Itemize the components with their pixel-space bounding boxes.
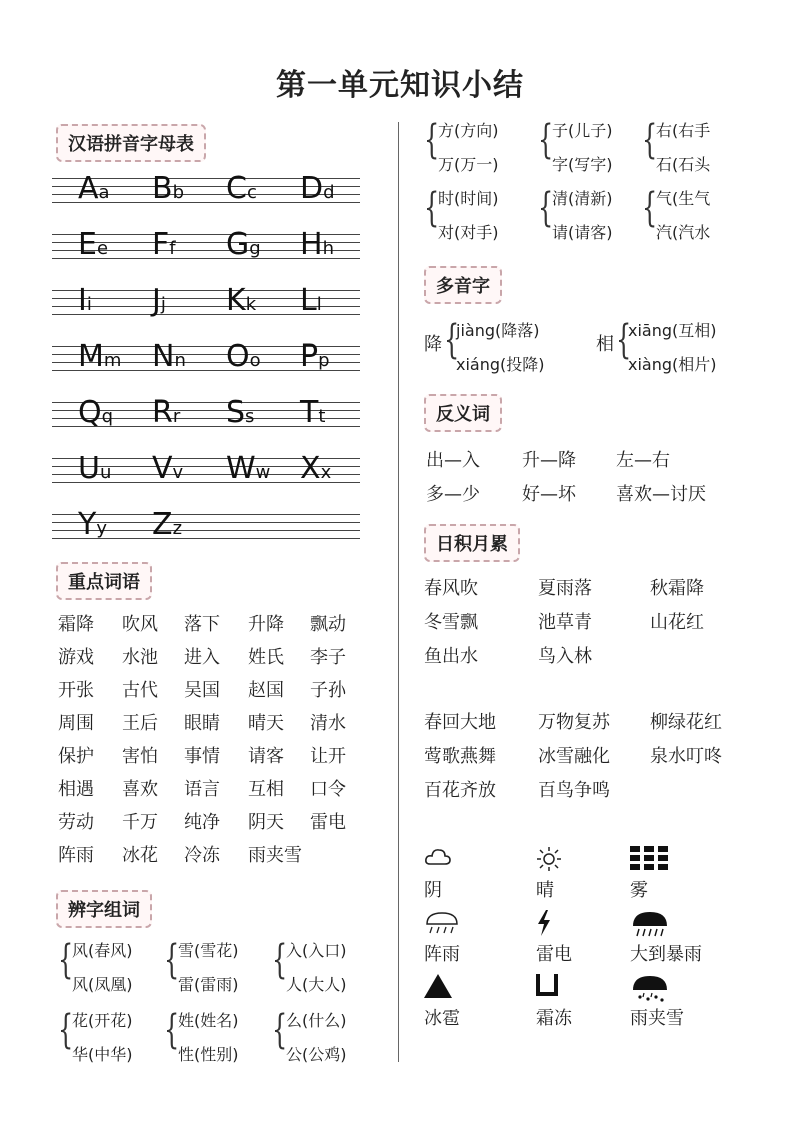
letter-upper: V [152,451,173,486]
brace-icon: { [164,937,180,983]
keyword: 李子 [310,647,346,668]
keyword: 口令 [310,779,346,800]
letter-lower: g [249,238,261,259]
section-keywords-heading [56,562,152,600]
letter-lower: m [103,350,122,371]
brace-icon: { [424,117,440,163]
keyword: 王后 [122,713,158,734]
accumulation-idioms [424,712,784,812]
brace-icon: { [272,937,288,983]
keyword: 飘动 [310,614,346,635]
phrase: 山花红 [650,612,704,633]
alphabet-letter [226,283,257,320]
section-accumulation-heading [424,524,520,562]
word-pair-top: 子(儿子) [552,121,613,140]
keyword: 纯净 [184,812,220,833]
weather-label: 阴 [424,880,442,901]
keyword: 千万 [122,812,158,833]
keyword: 落下 [184,614,220,635]
keyword: 水池 [122,647,158,668]
column-divider [398,122,399,1062]
phrase: 升—降 [522,450,576,471]
phrase: 鸟入林 [538,646,592,667]
letter-lower: i [86,294,92,315]
keyword: 清水 [310,713,346,734]
word-pair-bottom: 万(万一) [438,155,499,174]
alphabet-letter [300,339,330,376]
letter-lower: u [99,462,112,483]
word-pair-bottom: 汽(汽水 [656,223,711,242]
alphabet-letter [152,339,186,376]
alphabet-letter [226,171,257,208]
letter-upper: G [226,227,250,262]
keyword: 请客 [248,746,284,767]
section-label: 汉语拼音字母表 [56,124,206,162]
keyword: 子孙 [310,680,346,701]
alphabet-letter [300,171,335,208]
word-pair-top: 入(入口) [286,941,347,960]
distinguish-right-group [420,118,780,248]
alphabet-letter [78,227,109,264]
keyword: 害怕 [122,746,158,767]
section-label: 多音字 [424,266,502,304]
keyword: 阴天 [248,812,284,833]
sleet-icon [630,974,670,1008]
alphabet-letter [152,227,176,264]
word-pair-top: 气(生气 [656,189,711,208]
keyword: 游戏 [58,647,94,668]
word-pair-top: 姓(姓名) [178,1011,239,1030]
phrase: 冬雪飘 [424,612,478,633]
letter-lower: b [172,182,185,203]
keyword: 进入 [184,647,220,668]
keyword: 事情 [184,746,220,767]
letter-upper: Q [78,395,102,430]
keyword: 语言 [184,779,220,800]
alphabet-letter [152,395,181,432]
page-title: 第一单元知识小结 [276,68,524,103]
keyword: 赵国 [248,680,284,701]
polyphone-char: 相 [596,334,614,355]
section-label: 辨字组词 [56,890,152,928]
brace-icon: { [272,1007,288,1053]
alphabet-letter [78,283,92,320]
letter-lower: d [323,182,335,203]
keyword: 喜欢 [122,779,158,800]
keyword-grid [58,614,388,874]
letter-upper: R [152,395,173,430]
phrase: 春回大地 [424,712,496,733]
word-pair-bottom: 公(公鸡) [286,1045,347,1064]
brace-icon: { [424,185,440,231]
letter-upper: P [300,339,319,374]
keyword: 开张 [58,680,94,701]
word-pair-bottom: 对(对手) [438,223,499,242]
letter-lower: c [246,182,257,203]
keyword: 霜降 [58,614,94,635]
cloud-icon [424,846,452,870]
letter-upper: O [226,339,250,374]
phrase: 百鸟争鸣 [538,780,610,801]
keyword: 相遇 [58,779,94,800]
letter-lower: n [174,350,186,371]
alphabet-letter [300,227,334,264]
keyword: 姓氏 [248,647,284,668]
keyword: 互相 [248,779,284,800]
word-pair-bottom: 风(凤凰) [72,975,133,994]
section-label: 日积月累 [424,524,520,562]
word-pair-bottom: 请(请客) [552,223,613,242]
alphabet-letter [152,451,184,488]
alphabet-letter [152,507,183,544]
letter-lower: t [318,406,326,427]
brace-icon: { [642,117,658,163]
word-pair-bottom: 华(中华) [72,1045,133,1064]
section-label: 反义词 [424,394,502,432]
weather-label: 雨夹雪 [630,1008,684,1029]
keyword: 晴天 [248,713,284,734]
weather-label: 冰雹 [424,1008,460,1029]
letter-lower: h [322,238,334,259]
letter-lower: z [172,518,183,539]
keyword: 古代 [122,680,158,701]
brace-icon: { [444,317,460,363]
alphabet-letter [300,451,332,488]
letter-lower: e [96,238,109,259]
phrase: 莺歌燕舞 [424,746,496,767]
section-distinguish-heading [56,890,152,928]
word-pair-bottom: 字(写字) [552,155,613,174]
section-antonyms-heading [424,394,502,432]
keyword: 劳动 [58,812,94,833]
polyphone-reading: xiáng(投降) [456,355,545,374]
weather-label: 晴 [536,880,554,901]
letter-upper: C [226,171,247,206]
letter-upper: D [300,171,324,206]
letter-lower: l [316,294,322,315]
phrase: 多—少 [426,484,480,505]
phrase: 春风吹 [424,578,478,599]
keyword: 吹风 [122,614,158,635]
letter-upper: H [300,227,323,262]
weather-label: 雾 [630,880,648,901]
accumulation-phrases [424,578,784,678]
brace-icon: { [642,185,658,231]
letter-upper: N [152,339,175,374]
alphabet-letter [226,395,255,432]
keyword: 保护 [58,746,94,767]
alphabet-staff [52,171,360,548]
alphabet-letter [152,283,166,320]
letter-lower: k [245,294,257,315]
letter-lower: o [249,350,261,371]
brace-icon: { [616,317,632,363]
alphabet-letter [78,339,122,376]
keyword: 吴国 [184,680,220,701]
phrase: 鱼出水 [424,646,478,667]
alphabet-letter [78,395,114,432]
keyword: 阵雨 [58,845,94,866]
brace-icon: { [164,1007,180,1053]
polyphone-reading: xiāng(互相) [628,321,717,340]
keyword: 冷冻 [184,845,220,866]
word-pair-bottom: 人(大人) [286,975,347,994]
keyword: 让开 [310,746,346,767]
letter-upper: E [78,227,97,262]
weather-label: 阵雨 [424,944,460,965]
keyword: 雨夹雪 [248,845,302,866]
rainstorm-icon [630,910,670,944]
section-label: 重点词语 [56,562,152,600]
weather-label: 雷电 [536,944,572,965]
brace-icon: { [58,937,74,983]
frost-icon [536,974,558,1000]
letter-upper: F [152,227,170,262]
letter-lower: s [245,406,255,427]
word-pair-bottom: 雷(雷雨) [178,975,239,994]
alphabet-letter [226,339,261,376]
letter-lower: v [172,462,184,483]
letter-upper: A [78,171,99,206]
phrase: 冰雪融化 [538,746,610,767]
alphabet-letter [300,283,322,320]
letter-upper: U [78,451,100,486]
letter-lower: r [172,406,181,427]
word-pair-top: 方(方向) [438,121,499,140]
brace-icon: { [538,117,554,163]
polyphone-group [424,316,784,386]
weather-label: 霜冻 [536,1008,572,1029]
weather-symbols [420,846,780,1046]
alphabet-letter [226,227,261,264]
alphabet-letter [300,395,326,432]
word-pair-top: 右(右手 [656,121,711,140]
alphabet-letter [78,451,112,488]
word-pair-top: 么(什么) [286,1011,347,1030]
polyphone-reading: jiàng(降落) [456,321,540,340]
antonym-grid [426,450,786,520]
phrase: 泉水叮咚 [650,746,722,767]
keyword: 眼睛 [184,713,220,734]
phrase: 池草青 [538,612,592,633]
letter-upper: Z [152,507,173,542]
word-pair-top: 风(春风) [72,941,133,960]
letter-upper: J [152,283,161,318]
polyphone-char: 降 [424,334,442,355]
phrase: 左—右 [616,450,670,471]
word-pair-top: 清(清新) [552,189,613,208]
lightning-icon [536,910,552,940]
section-polyphones-heading [424,266,502,304]
word-pair-bottom: 性(性别) [178,1045,239,1064]
section-pinyin-heading [56,124,206,162]
letter-upper: S [226,395,246,430]
letter-upper: W [226,451,256,486]
letter-upper: K [226,283,246,318]
phrase: 夏雨落 [538,578,592,599]
letter-upper: Y [78,507,97,542]
letter-upper: M [78,339,104,374]
shower-icon [424,910,460,940]
phrase: 喜欢—讨厌 [616,484,706,505]
letter-lower: q [101,406,114,427]
alphabet-letter [226,451,271,488]
polyphone-reading: xiàng(相片) [628,355,717,374]
letter-upper: T [300,395,319,430]
keyword: 冰花 [122,845,158,866]
letter-lower: j [160,294,166,315]
letter-upper: B [152,171,173,206]
brace-icon: { [58,1007,74,1053]
keyword: 周围 [58,713,94,734]
word-pair-bottom: 石(石头 [656,155,711,174]
letter-lower: y [96,518,107,539]
word-pair-top: 时(时间) [438,189,499,208]
phrase: 出—入 [426,450,480,471]
letter-lower: a [98,182,110,203]
phrase: 万物复苏 [538,712,610,733]
phrase: 好—坏 [522,484,576,505]
hail-icon [424,974,452,1002]
letter-lower: p [318,350,330,371]
phrase: 百花齐放 [424,780,496,801]
keyword: 雷电 [310,812,346,833]
fog-icon [630,846,670,874]
letter-lower: x [320,462,332,483]
alphabet-letter [78,171,110,208]
alphabet-letter [78,507,107,544]
sun-icon [536,846,562,876]
phrase: 秋霜降 [650,578,704,599]
word-pair-top: 雪(雪花) [178,941,239,960]
letter-upper: I [78,283,87,318]
distinguish-left-group [50,938,390,1068]
alphabet-letter [152,171,185,208]
letter-lower: w [255,462,271,483]
phrase: 柳绿花红 [650,712,722,733]
letter-upper: X [300,451,321,486]
letter-upper: L [300,283,317,318]
keyword: 升降 [248,614,284,635]
word-pair-top: 花(开花) [72,1011,133,1030]
brace-icon: { [538,185,554,231]
weather-label: 大到暴雨 [630,944,702,965]
letter-lower: f [169,238,176,259]
